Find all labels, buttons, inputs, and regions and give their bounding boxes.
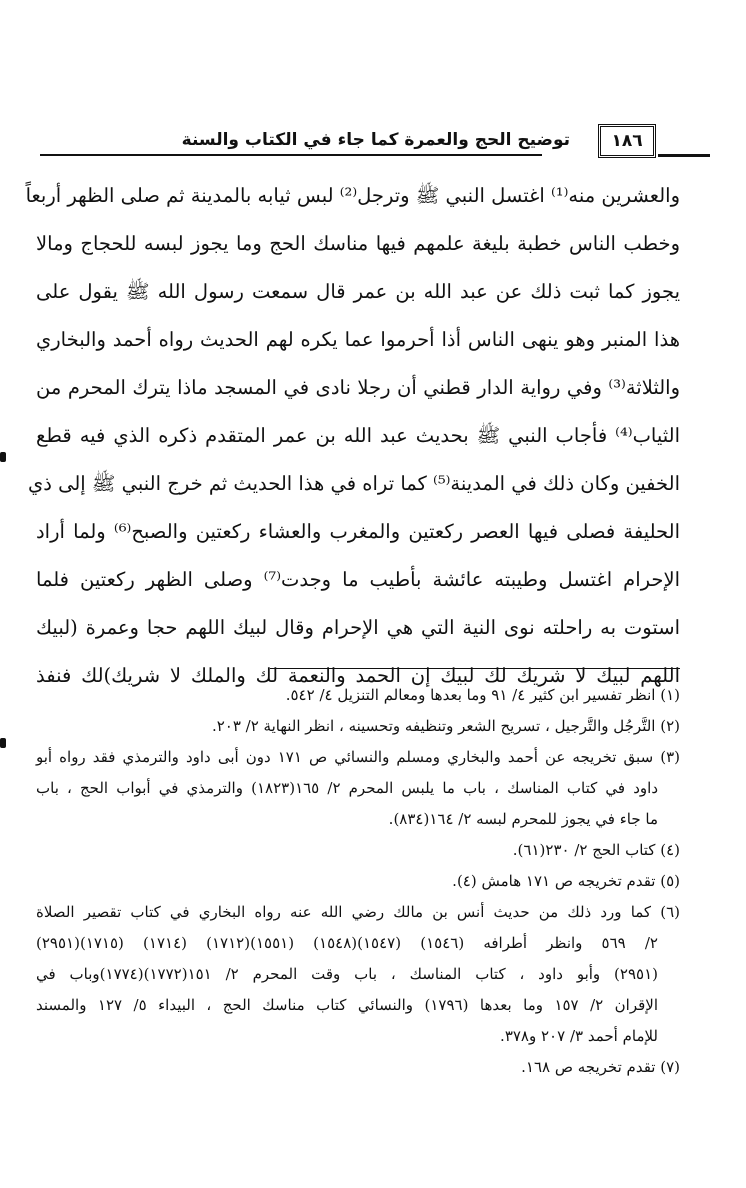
footnote-line: ما جاء في يجوز للمحرم لبسه ٢/ ١٦٤(٨٣٤). xyxy=(388,810,658,828)
main-text xyxy=(25,172,680,700)
footnote-separator xyxy=(270,668,680,669)
margin-mark xyxy=(0,452,6,462)
footnote-line: ٢/ ٥٦٩ وانظر أطرافه (١٥٤٦) (١٥٤٧)(١٥٤٨) (١٥٥١)(١٧١٢) (١٧١٤) (١٧١٥)(٢٩٥١) xyxy=(36,934,658,952)
footnote-line: (٣) سبق تخريجه عن أحمد والبخاري ومسلم والنسائي ص ١٧١ دون أبى داود والترمذي فقد رواه أبو xyxy=(36,748,680,766)
text-line: الثياب⁽⁴⁾ فأجاب النبي ﷺ بحديث عبد الله بن عمر المتقدم ذكره الذي فيه قطع xyxy=(36,424,680,447)
footnote-line: (١) انظر تفسير ابن كثير ٤/ ٩١ وما بعدها ومعالم التنزيل ٤/ ٥٤٢. xyxy=(285,686,680,704)
header-rule xyxy=(40,154,542,156)
footnote-line: الإقران ٢/ ١٥٧ وما بعدها (١٧٩٦) والنسائي كتاب مناسك الحج ، البيداء ٥/ ١٢٧ والمسند xyxy=(36,996,658,1014)
footnote-line: (٦) كما ورد ذلك من حديث أنس بن مالك رضي الله عنه رواه البخاري في كتاب تقصير الصلاة xyxy=(36,903,680,921)
text-line: الحليفة فصلى فيها العصر ركعتين والمغرب والعشاء ركعتين والصبح⁽⁶⁾ ولما أراد xyxy=(36,520,680,543)
footnote-line: (٤) كتاب الحج ٢/ ٢٣٠(٦١). xyxy=(512,841,680,859)
text-line: استوت به راحلته نوى النية التي هي الإحرام وقال لبيك اللهم حجا وعمرة (لبيك xyxy=(36,616,680,639)
text-line: يجوز كما ثبت ذلك عن عبد الله بن عمر قال سمعت رسول الله ﷺ يقول على xyxy=(36,280,680,303)
footnote-line: للإمام أحمد ٣/ ٢٠٧ و٣٧٨. xyxy=(500,1027,658,1045)
footnote-line: (٢) التَّرجُل والتَّرجيل ، تسريح الشعر وتنظيفه وتحسينه ، انظر النهاية ٢/ ٢٠٣. xyxy=(211,717,680,735)
text-line: وخطب الناس خطبة بليغة علمهم فيها مناسك الحج وما يجوز لبسه للحجاج ومالا xyxy=(36,232,680,255)
book-title: توضيح الحج والعمرة كما جاء في الكتاب والسنة xyxy=(181,130,570,150)
footnote-line: داود في كتاب المناسك ، باب ما يلبس المحرم ٢/ ١٦٥(١٨٢٣) والترمذي في أبواب الحج ، باب xyxy=(36,779,658,797)
margin-mark xyxy=(0,738,6,748)
footnote-line: (٥) تقدم تخريجه ص ١٧١ هامش (٤). xyxy=(452,872,680,890)
text-line: والثلاثة⁽³⁾ وفي رواية الدار قطني أن رجلا نادى في المسجد ماذا يترك المحرم من xyxy=(36,376,680,399)
text-line: الخفين وكان ذلك في المدينة⁽⁵⁾ كما تراه في هذا الحديث ثم خرج النبي ﷺ إلى ذي xyxy=(27,472,680,495)
footnotes xyxy=(36,680,680,1083)
footnote-line: (٧) تقدم تخريجه ص ١٦٨. xyxy=(521,1058,680,1076)
running-header xyxy=(40,118,710,164)
text-line: والعشرين منه⁽¹⁾ اغتسل النبي ﷺ وترجل⁽²⁾ لبس ثيابه بالمدينة ثم صلى الظهر أربعاً xyxy=(25,184,680,207)
text-line: الإحرام اغتسل وطيبته عائشة بأطيب ما وجدت⁽⁷⁾ وصلى الظهر ركعتين فلما xyxy=(36,568,680,591)
text-line: هذا المنبر وهو ينهى الناس أذا أحرموا عما يكره لهم الحديث رواه أحمد والبخاري xyxy=(36,328,680,351)
footnote-line: (٢٩٥١) وأبو داود ، كتاب المناسك ، باب وقت المحرم ٢/ ١٥١(١٧٧٢)(١٧٧٤)وباب في xyxy=(36,965,658,983)
header-rule-short xyxy=(658,154,710,157)
page-number: ١٨٦ xyxy=(598,124,656,158)
text-line: اللهم لبيك لا شريك لك لبيك إن الحمد والنعمة لك والملك لا شريك)لك فنفذ xyxy=(36,664,680,687)
